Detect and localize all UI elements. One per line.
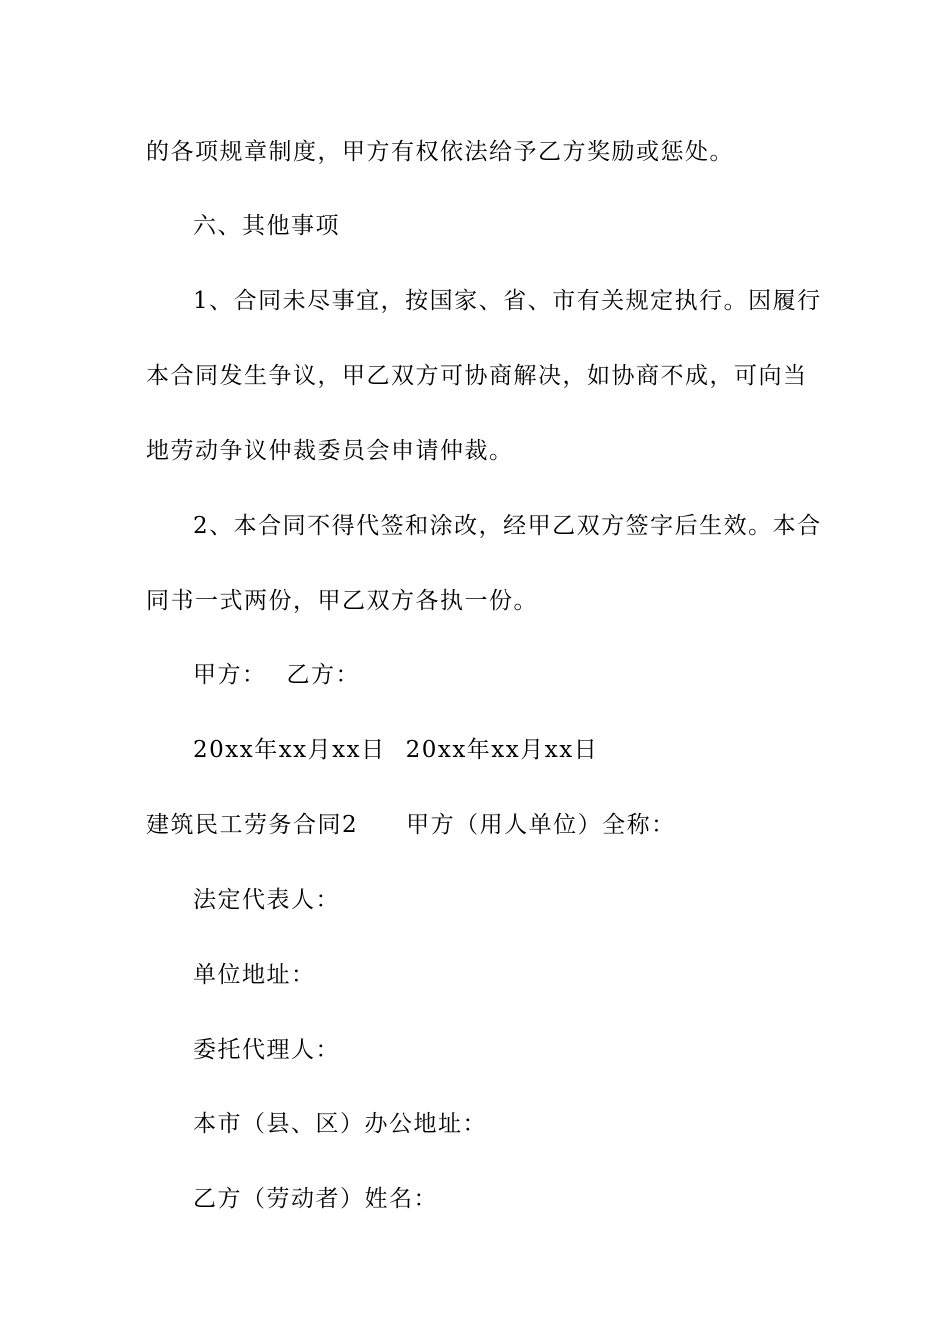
local-office-address-field: 本市（县、区）办公地址： (193, 1111, 487, 1137)
date-line (193, 735, 863, 765)
paragraph-line: 的各项规章制度，甲方有权依法给予乙方奖励或惩处。 (146, 139, 734, 165)
authorized-agent-field: 委托代理人： (193, 1037, 340, 1063)
paragraph-line: 2、本合同不得代签和涂改，经甲乙双方签字后生效。本合 (193, 513, 822, 539)
contract-title: 建筑民工劳务合同2 (146, 812, 359, 838)
paragraph-line: 1、合同未尽事宜，按国家、省、市有关规定执行。因履行 (193, 288, 822, 314)
section-heading: 六、其他事项 (193, 213, 340, 239)
party-b-label: 乙方： (286, 662, 360, 688)
paragraph-line: 同书一式两份，甲乙双方各执一份。 (146, 588, 538, 614)
signature-line (193, 660, 863, 690)
party-a-full-name-label: 甲方（用人单位）全称： (406, 812, 676, 838)
party-b-date: 20xx年xx月xx日 (405, 737, 599, 763)
paragraph-line: 地劳动争议仲裁委员会申请仲裁。 (146, 438, 514, 464)
company-address-field: 单位地址： (193, 962, 316, 988)
paragraph-line: 本合同发生争议，甲乙双方可协商解决，如协商不成，可向当 (146, 363, 808, 389)
legal-representative-field: 法定代表人： (193, 887, 340, 913)
second-contract-heading (146, 810, 816, 840)
worker-name-field: 乙方（劳动者）姓名： (193, 1186, 438, 1212)
party-a-date: 20xx年xx月xx日 (193, 737, 386, 763)
party-a-label: 甲方： (193, 662, 267, 688)
